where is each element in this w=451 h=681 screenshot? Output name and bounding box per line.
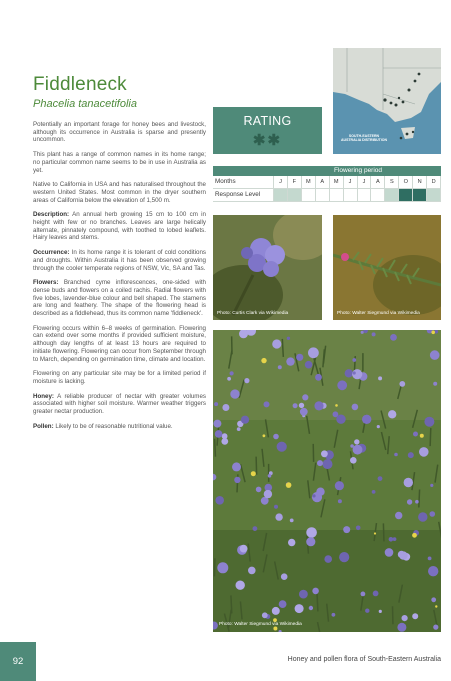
rating-box	[213, 107, 322, 154]
month-cell: J	[358, 176, 372, 188]
flower-photo	[213, 215, 322, 320]
paragraph: Flowering on any particular site may be for a limited period if moisture is lacking.	[33, 370, 206, 385]
page-number-box	[0, 642, 36, 681]
paragraph: Native to California in USA and has naturalised throughout the western United States. Most common in the dryer southern areas of California below the elevation of 1,500 m.	[33, 181, 206, 204]
paragraph-honey: Honey: A reliable producer of nectar with greater volumes associated with higher soil moisture. Warmer weather triggers greater nectar production.	[33, 392, 206, 416]
month-cell: M	[302, 176, 316, 188]
rating-label: RATING	[243, 114, 292, 128]
response-level-label: Response Level	[213, 189, 274, 201]
months-row	[213, 176, 441, 189]
response-level-cell	[344, 189, 358, 201]
field-photo	[213, 330, 441, 632]
month-cell: J	[344, 176, 358, 188]
photo-credit: Photo: Walter Siegmund via Wikimedia	[219, 622, 302, 627]
photo-credit: Photo: Walter Siegmund via Wikimedia	[337, 311, 420, 316]
response-level-cell	[330, 189, 344, 201]
paragraph-flowers: Flowers: Branched cyme inflorescences, one-sided with dense buds and flowers on a coiled rachis. Radial flowers with five lobes, lavender-blue colour and bell shaped. The stamens are long and feathery. The shape of the flowering head is described as a fiddlehead, thus its common name 'fiddleneck'.	[33, 279, 206, 318]
response-level-row	[213, 189, 441, 202]
footer-title: Honey and pollen flora of South-Eastern Australia	[287, 656, 441, 663]
month-cell: O	[399, 176, 413, 188]
month-cell: S	[385, 176, 399, 188]
response-level-cell	[302, 189, 316, 201]
response-level-cell	[427, 189, 441, 201]
month-cell: A	[316, 176, 330, 188]
paragraph-description: Description: An annual herb growing 15 cm to 100 cm in height with few or no branches. Leaves are large helically alternate, pinnately compound, with toothed to lobed leaflets. Hairy leaves and stems.	[33, 211, 206, 242]
month-cell: D	[427, 176, 441, 188]
response-level-cell	[358, 189, 372, 201]
paragraph: This plant has a range of common names in its home range; no particular common name seems to be in use in Australia as yet.	[33, 151, 206, 174]
response-level-cell	[274, 189, 288, 201]
month-cell: N	[413, 176, 427, 188]
paragraph: Potentially an important forage for honey bees and livestock, although its occurrence in Australia is sparse and presently uncommon.	[33, 121, 206, 144]
month-cell: F	[288, 176, 302, 188]
page-number: 92	[12, 656, 24, 667]
scientific-name: Phacelia tanacetifolia	[33, 98, 137, 110]
page-title: Fiddleneck	[33, 74, 127, 95]
month-cell: M	[330, 176, 344, 188]
distribution-map	[333, 48, 441, 154]
months-label: Months	[213, 176, 274, 188]
response-level-cell	[288, 189, 302, 201]
paragraph: Flowering occurs within 6–8 weeks of germination. Flowering can extend over some months if provided sufficient moisture, although day lengths of at least 13 hours are required to initiate flowering. Flowering can occur from September through to March, depending on germination time, climate and location.	[33, 324, 206, 363]
flowering-period-table	[213, 166, 441, 202]
map-caption: SOUTH-EASTERN AUSTRALIA DISTRIBUTION	[341, 134, 387, 143]
paragraph-pollen: Pollen: Likely to be of reasonable nutritional value.	[33, 422, 173, 430]
response-level-cell	[385, 189, 399, 201]
rating-stars-icon: ✱✱	[252, 132, 283, 149]
response-level-cell	[371, 189, 385, 201]
month-cell: A	[371, 176, 385, 188]
leaf-photo	[333, 215, 441, 320]
month-cell: J	[274, 176, 288, 188]
response-level-cell	[413, 189, 427, 201]
body-text	[33, 121, 206, 438]
response-level-cell	[316, 189, 330, 201]
photo-credit: Photo: Curtis Clark via Wikimedia	[217, 311, 289, 316]
response-level-cell	[399, 189, 413, 201]
flowering-period-header: Flowering period	[213, 166, 441, 176]
paragraph-occurrence: Occurrence: In its home range it is tolerant of cold conditions and droughts. Within Australia it has been observed growing through the cooler temperate regions of NSW, Vic, SA and Tas.	[33, 249, 206, 272]
